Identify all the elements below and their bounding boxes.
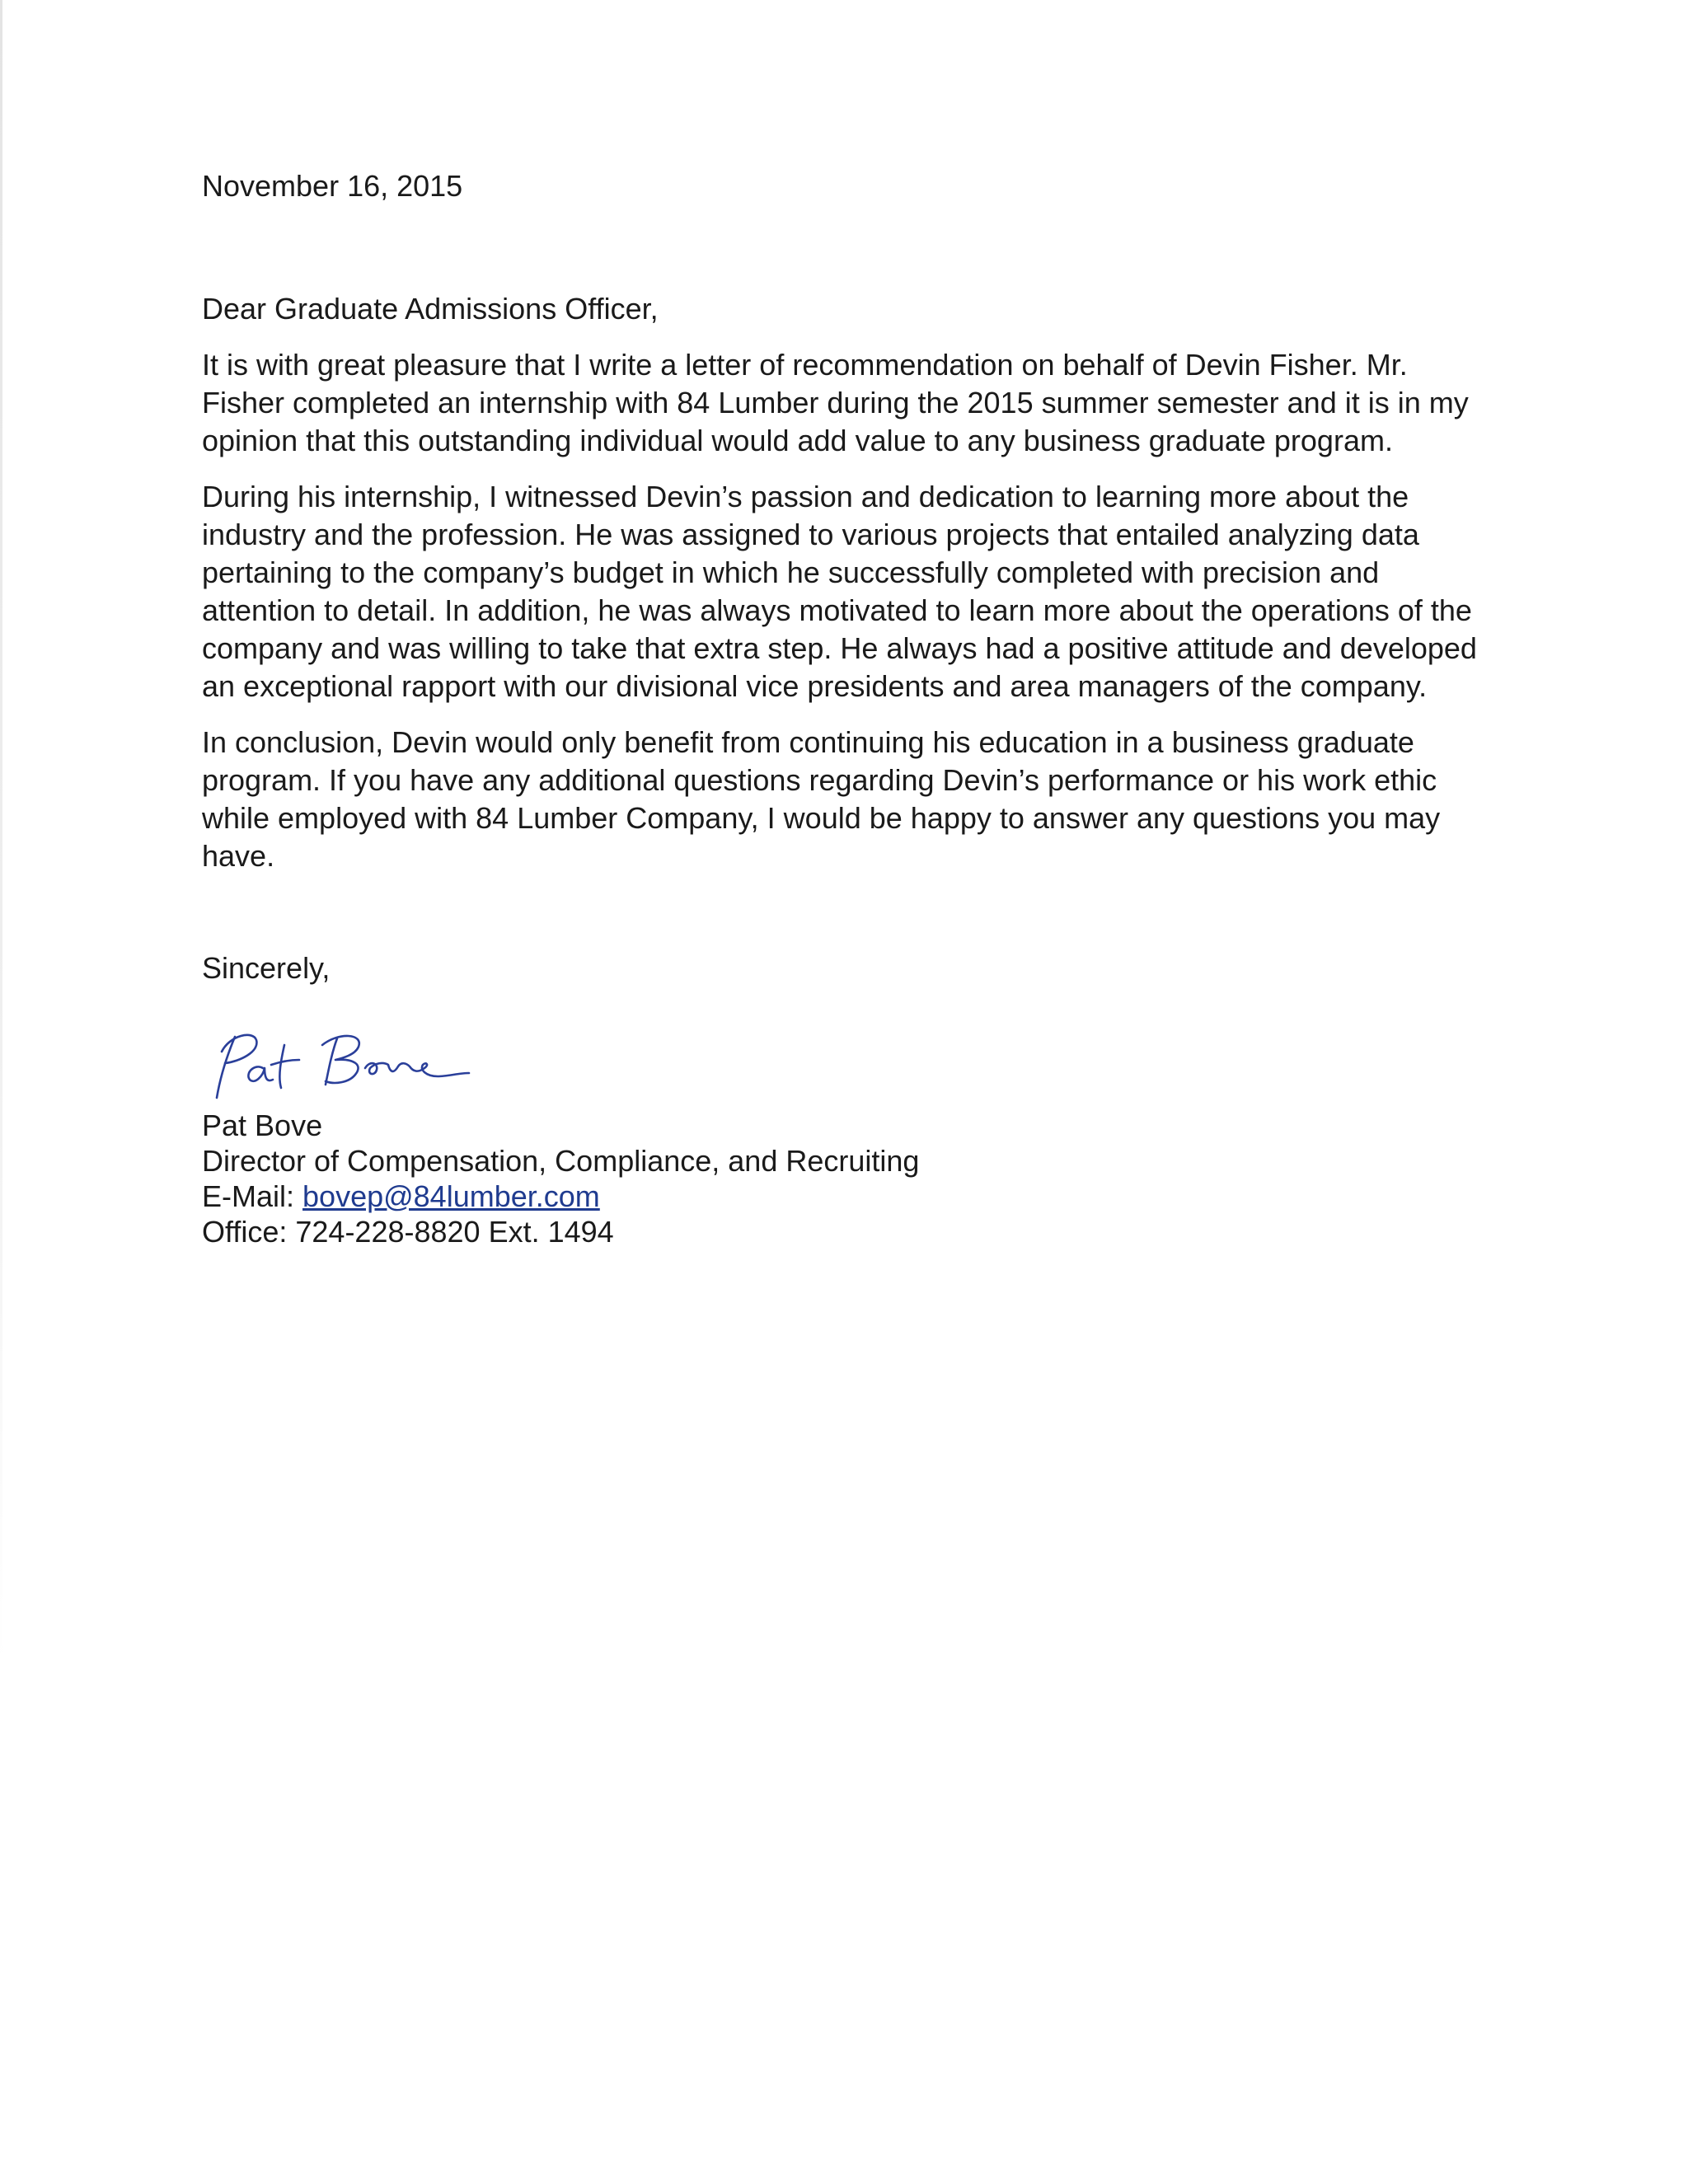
sender-name: Pat Bove: [202, 1108, 323, 1142]
email-link[interactable]: bovep@84lumber.com: [302, 1179, 600, 1213]
paragraph-conclusion: In conclusion, Devin would only benefit from continuing his education in a business graduate program. If you have any additional questions regarding Devin’s performance or his work ethic while employed with 84 Lumber Company, I would be happy to answer any questions you may have.: [202, 725, 1441, 873]
letter-date: November 16, 2015: [202, 169, 463, 203]
letter-body: [202, 167, 1488, 1249]
sender-office-phone: Office: 724-228-8820 Ext. 1494: [202, 1215, 614, 1249]
signature-block: [202, 1108, 1488, 1249]
email-label: E-Mail:: [202, 1179, 295, 1213]
handwritten-signature: [202, 1027, 474, 1103]
salutation: Dear Graduate Admissions Officer,: [202, 292, 659, 326]
scan-edge: [0, 0, 2, 1665]
closing: Sincerely,: [202, 951, 331, 985]
paragraph-intro: It is with great pleasure that I write a letter of recommendation on behalf of Devin Fisher. Mr. Fisher completed an internship with 84 Lumber during the 2015 summer semester and it is in my opinion that this outstanding individual would add value to any business graduate program.: [202, 348, 1469, 457]
sender-title: Director of Compensation, Compliance, and Recruiting: [202, 1144, 920, 1178]
sender-email-line: [202, 1179, 1488, 1214]
paragraph-internship: During his internship, I witnessed Devin’s passion and dedication to learning more about the industry and the profession. He was assigned to various projects that entailed analyzing data pertaining to the company’s budget in which he successfully completed with precision and attention to detail. In addition, he was always motivated to learn more about the operations of the company and was willing to take that extra step. He always had a positive attitude and developed an exceptional rapport with our divisional vice presidents and area managers of the company.: [202, 480, 1477, 703]
